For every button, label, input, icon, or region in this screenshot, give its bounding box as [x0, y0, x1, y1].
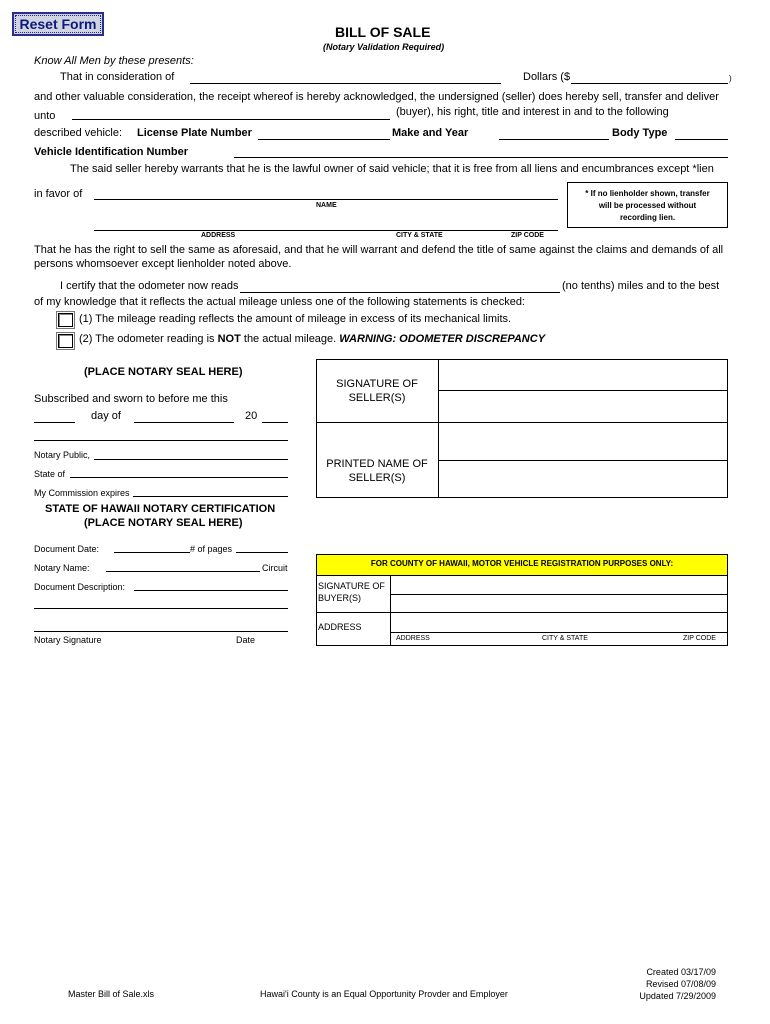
- odometer-warning: WARNING: ODOMETER DISCREPANCY: [339, 333, 546, 345]
- right-to-sell-line2: persons whomsoever except lienholder noted above.: [34, 258, 292, 270]
- lien-note-box: [567, 182, 728, 228]
- document-description-label: Document Description:: [34, 582, 126, 592]
- dollars-field[interactable]: [571, 83, 728, 84]
- option1-text: (1) The mileage reading reflects the amount of mileage in excess of its mechanical limits.: [79, 313, 512, 325]
- year-field[interactable]: [262, 422, 288, 423]
- dollars-close-paren: ): [729, 74, 732, 83]
- consideration-field[interactable]: [190, 83, 501, 84]
- buyer-zip-caption: ZIP CODE: [683, 635, 716, 642]
- month-field[interactable]: [134, 422, 234, 423]
- seller-signature-label-line: SIGNATURE OF: [336, 378, 418, 390]
- buyer-box-divider: [390, 576, 391, 646]
- commission-expires-field[interactable]: [133, 496, 288, 497]
- seller-box-divider: [438, 359, 439, 498]
- other-consideration-text: and other valuable consideration, the receipt whereof is hereby acknowledged, the undersigned (seller) does hereby sell, transfer and deliver: [34, 91, 719, 103]
- seller-printed-name-label: [316, 457, 438, 485]
- state-of-label: State of: [34, 469, 66, 479]
- seller-printed-name-label-line: SELLER(S): [348, 472, 406, 484]
- lienholder-name-caption: NAME: [316, 202, 337, 209]
- notary-name-label: Notary Name:: [34, 563, 90, 573]
- lien-note-line: will be processed without: [598, 201, 697, 210]
- day-of-label: day of: [91, 410, 121, 422]
- document-date-field[interactable]: [114, 552, 190, 553]
- dollars-label: Dollars ($: [523, 71, 571, 83]
- seller-box-divider: [316, 422, 728, 423]
- license-plate-label: License Plate Number: [137, 127, 252, 139]
- make-year-label: Make and Year: [392, 127, 469, 139]
- lienholder-city-state-caption: CITY & STATE: [396, 232, 443, 239]
- day-field[interactable]: [34, 422, 75, 423]
- footer-filename: Master Bill of Sale.xls: [68, 989, 155, 999]
- document-date-label: Document Date:: [34, 544, 100, 554]
- option2-prefix: (2) The odometer reading is: [79, 333, 218, 345]
- num-pages-label: # of pages: [190, 544, 233, 554]
- lienholder-address-field[interactable]: [94, 230, 558, 231]
- circuit-label: Circuit: [262, 563, 288, 573]
- notary-signature-label: Notary Signature: [34, 635, 102, 645]
- document-description-field[interactable]: [134, 590, 288, 591]
- hawaii-certification-title: STATE OF HAWAII NOTARY CERTIFICATION: [45, 503, 276, 515]
- option2-not: NOT: [217, 333, 241, 345]
- buyer-city-state-caption: CITY & STATE: [542, 635, 588, 642]
- seller-printed-name-line[interactable]: [438, 460, 728, 461]
- revised-date: Revised 07/08/09: [645, 979, 716, 989]
- created-date: Created 03/17/09: [646, 967, 716, 977]
- buyer-signature-label: [318, 580, 385, 604]
- state-of-field[interactable]: [70, 477, 288, 478]
- footer-dates: [620, 966, 716, 1002]
- document-description-field-2[interactable]: [34, 608, 288, 609]
- vin-field[interactable]: [234, 157, 728, 158]
- year-prefix-label: 20: [245, 410, 258, 422]
- seller-signature-line[interactable]: [438, 390, 728, 391]
- notary-signature-line[interactable]: [34, 631, 288, 632]
- buyer-address-label: ADDRESS: [318, 622, 362, 632]
- warranty-text: The said seller hereby warrants that he is the lawful owner of said vehicle; that it is free from all liens and encumbrances except *lien: [70, 163, 714, 175]
- not-actual-mileage-checkbox[interactable]: [58, 334, 73, 348]
- notary-name-field[interactable]: [106, 571, 260, 572]
- notary-public-field[interactable]: [94, 459, 288, 460]
- notary-public-label: Notary Public,: [34, 450, 91, 460]
- buyer-signature-label-line: BUYER(S): [318, 593, 362, 603]
- hawaii-certification-seal: (PLACE NOTARY SEAL HERE): [84, 517, 243, 529]
- lienholder-name-field[interactable]: [94, 199, 558, 200]
- form-subtitle: (Notary Validation Required): [323, 42, 445, 52]
- in-favor-of-label: in favor of: [34, 188, 83, 200]
- county-header-text: FOR COUNTY OF HAWAII, MOTOR VEHICLE REGISTRATION PURPOSES ONLY:: [370, 559, 674, 568]
- lien-note-line: recording lien.: [619, 213, 676, 222]
- buyer-box-divider: [316, 612, 728, 613]
- unto-label: unto: [34, 110, 56, 122]
- license-plate-field[interactable]: [258, 139, 390, 140]
- reset-form-button[interactable]: Reset Form: [12, 12, 104, 36]
- consideration-label: That in consideration of: [60, 71, 175, 83]
- num-pages-field[interactable]: [236, 552, 288, 553]
- right-to-sell-line1: That he has the right to sell the same as aforesaid, and that he will warrant and defend the title of same against the claims and demands of all: [34, 244, 724, 256]
- described-vehicle-label: described vehicle:: [34, 127, 123, 139]
- footer-equal-opportunity: Hawai'i County is an Equal Opportunity Provder and Employer: [260, 989, 508, 999]
- subscribed-text: Subscribed and sworn to before me this: [34, 393, 228, 405]
- buyer-address-line[interactable]: [390, 632, 728, 633]
- buyer-clause-text: (buyer), his right, title and interest in and to the following: [396, 106, 669, 118]
- place-notary-seal-label: (PLACE NOTARY SEAL HERE): [84, 366, 243, 378]
- odometer-certify-text: I certify that the odometer now reads: [60, 280, 239, 292]
- seller-printed-name-label-line: PRINTED NAME OF: [326, 458, 428, 470]
- vin-label: Vehicle Identification Number: [34, 146, 189, 158]
- no-tenths-text: (no tenths) miles and to the best: [562, 280, 720, 292]
- buyer-signature-line[interactable]: [390, 594, 728, 595]
- buyer-name-field[interactable]: [72, 119, 390, 120]
- buyer-signature-label-line: SIGNATURE OF: [318, 581, 385, 591]
- body-type-label: Body Type: [612, 127, 668, 139]
- body-type-field[interactable]: [675, 139, 728, 140]
- option2-post: the actual mileage.: [240, 333, 340, 345]
- buyer-address-caption: ADDRESS: [396, 635, 430, 642]
- know-all-text: Know All Men by these presents:: [34, 55, 194, 67]
- county-header-box: [316, 554, 728, 576]
- lienholder-zip-caption: ZIP CODE: [511, 232, 544, 239]
- option2-text: [79, 333, 545, 345]
- mileage-exceeds-checkbox[interactable]: [58, 313, 73, 327]
- commission-expires-label: My Commission expires: [34, 488, 130, 498]
- lienholder-address-caption: ADDRESS: [201, 232, 236, 239]
- seller-signature-label-line: SELLER(S): [348, 392, 406, 404]
- odometer-reading-field[interactable]: [240, 292, 560, 293]
- date-label: Date: [236, 635, 256, 645]
- lien-note-line: * If no lienholder shown, transfer: [585, 189, 710, 198]
- seller-signature-label: [316, 377, 438, 405]
- form-title: BILL OF SALE: [335, 24, 431, 40]
- knowledge-text: of my knowledge that it reflects the actual mileage unless one of the following statements is checked:: [34, 296, 525, 308]
- updated-date: Updated 7/29/2009: [639, 991, 716, 1001]
- notary-blank-line[interactable]: [34, 440, 288, 441]
- make-year-field[interactable]: [499, 139, 609, 140]
